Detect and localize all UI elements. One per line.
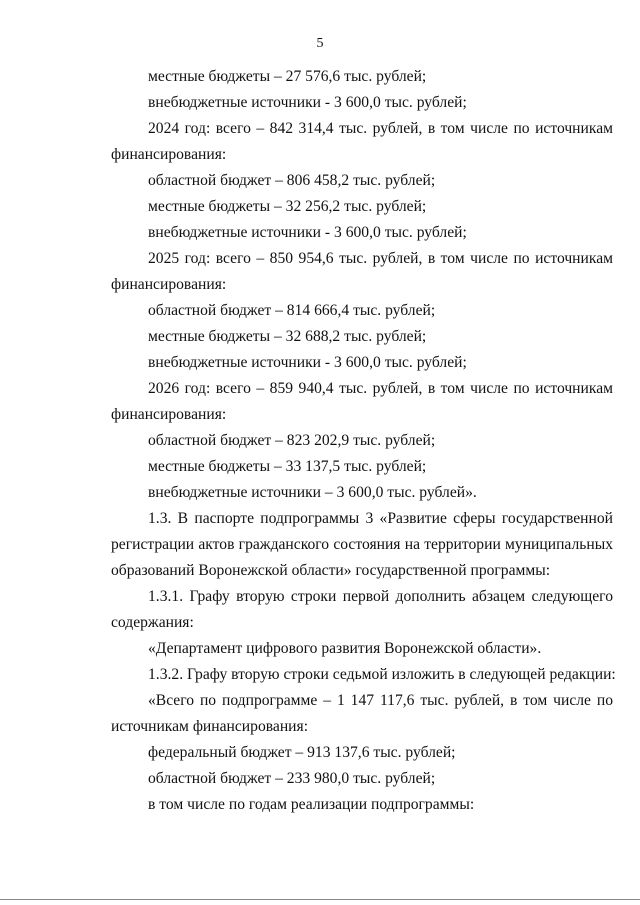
text-line: местные бюджеты – 33 137,5 тыс. рублей; xyxy=(148,458,427,475)
text-line: областной бюджет – 814 666,4 тыс. рублей; xyxy=(148,302,436,319)
text-line: внебюджетные источники - 3 600,0 тыс. рублей; xyxy=(148,354,467,371)
text-line: 2026 год: всего – 859 940,4 тыс. рублей, в том числе по источникам xyxy=(148,380,613,397)
text-line: источникам финансирования: xyxy=(111,718,309,735)
text-line: внебюджетные источники - 3 600,0 тыс. рублей; xyxy=(148,94,467,111)
text-line: финансирования: xyxy=(111,146,227,163)
text-line: 2025 год: всего – 850 954,6 тыс. рублей, в том числе по источникам xyxy=(148,250,613,267)
text-line: регистрации актов гражданского состояния на территории муниципальных xyxy=(111,536,613,553)
text-line: в том числе по годам реализации подпрограммы: xyxy=(148,796,475,813)
text-line: местные бюджеты – 32 688,2 тыс. рублей; xyxy=(148,328,427,345)
text-line: областной бюджет – 233 980,0 тыс. рублей; xyxy=(148,770,436,787)
text-line: содержания: xyxy=(111,614,194,631)
text-line: местные бюджеты – 27 576,6 тыс. рублей; xyxy=(148,68,427,85)
text-line: 2024 год: всего – 842 314,4 тыс. рублей, в том числе по источникам xyxy=(148,120,613,137)
text-line: областной бюджет – 823 202,9 тыс. рублей; xyxy=(148,432,436,449)
text-line: местные бюджеты – 32 256,2 тыс. рублей; xyxy=(148,198,427,215)
text-line: областной бюджет – 806 458,2 тыс. рублей; xyxy=(148,172,436,189)
page-number: 5 xyxy=(316,36,324,51)
text-line: внебюджетные источники - 3 600,0 тыс. рублей; xyxy=(148,224,467,241)
text-line: 1.3.1. Графу вторую строки первой дополнить абзацем следующего xyxy=(148,588,613,605)
text-line: образований Воронежской области» государственной программы: xyxy=(111,562,551,579)
text-line: внебюджетные источники – 3 600,0 тыс. рублей». xyxy=(148,484,477,501)
text-line: «Всего по подпрограмме – 1 147 117,6 тыс. рублей, в том числе по xyxy=(148,692,613,709)
text-line: финансирования: xyxy=(111,406,227,423)
bottom-rule xyxy=(0,899,640,900)
text-line: 1.3. В паспорте подпрограммы 3 «Развитие сферы государственной xyxy=(148,510,613,527)
text-line: 1.3.2. Графу вторую строки седьмой изложить в следующей редакции: xyxy=(148,666,616,683)
text-line: «Департамент цифрового развития Воронежской области». xyxy=(148,640,542,657)
text-line: федеральный бюджет – 913 137,6 тыс. рублей; xyxy=(148,744,456,761)
text-line: финансирования: xyxy=(111,276,227,293)
